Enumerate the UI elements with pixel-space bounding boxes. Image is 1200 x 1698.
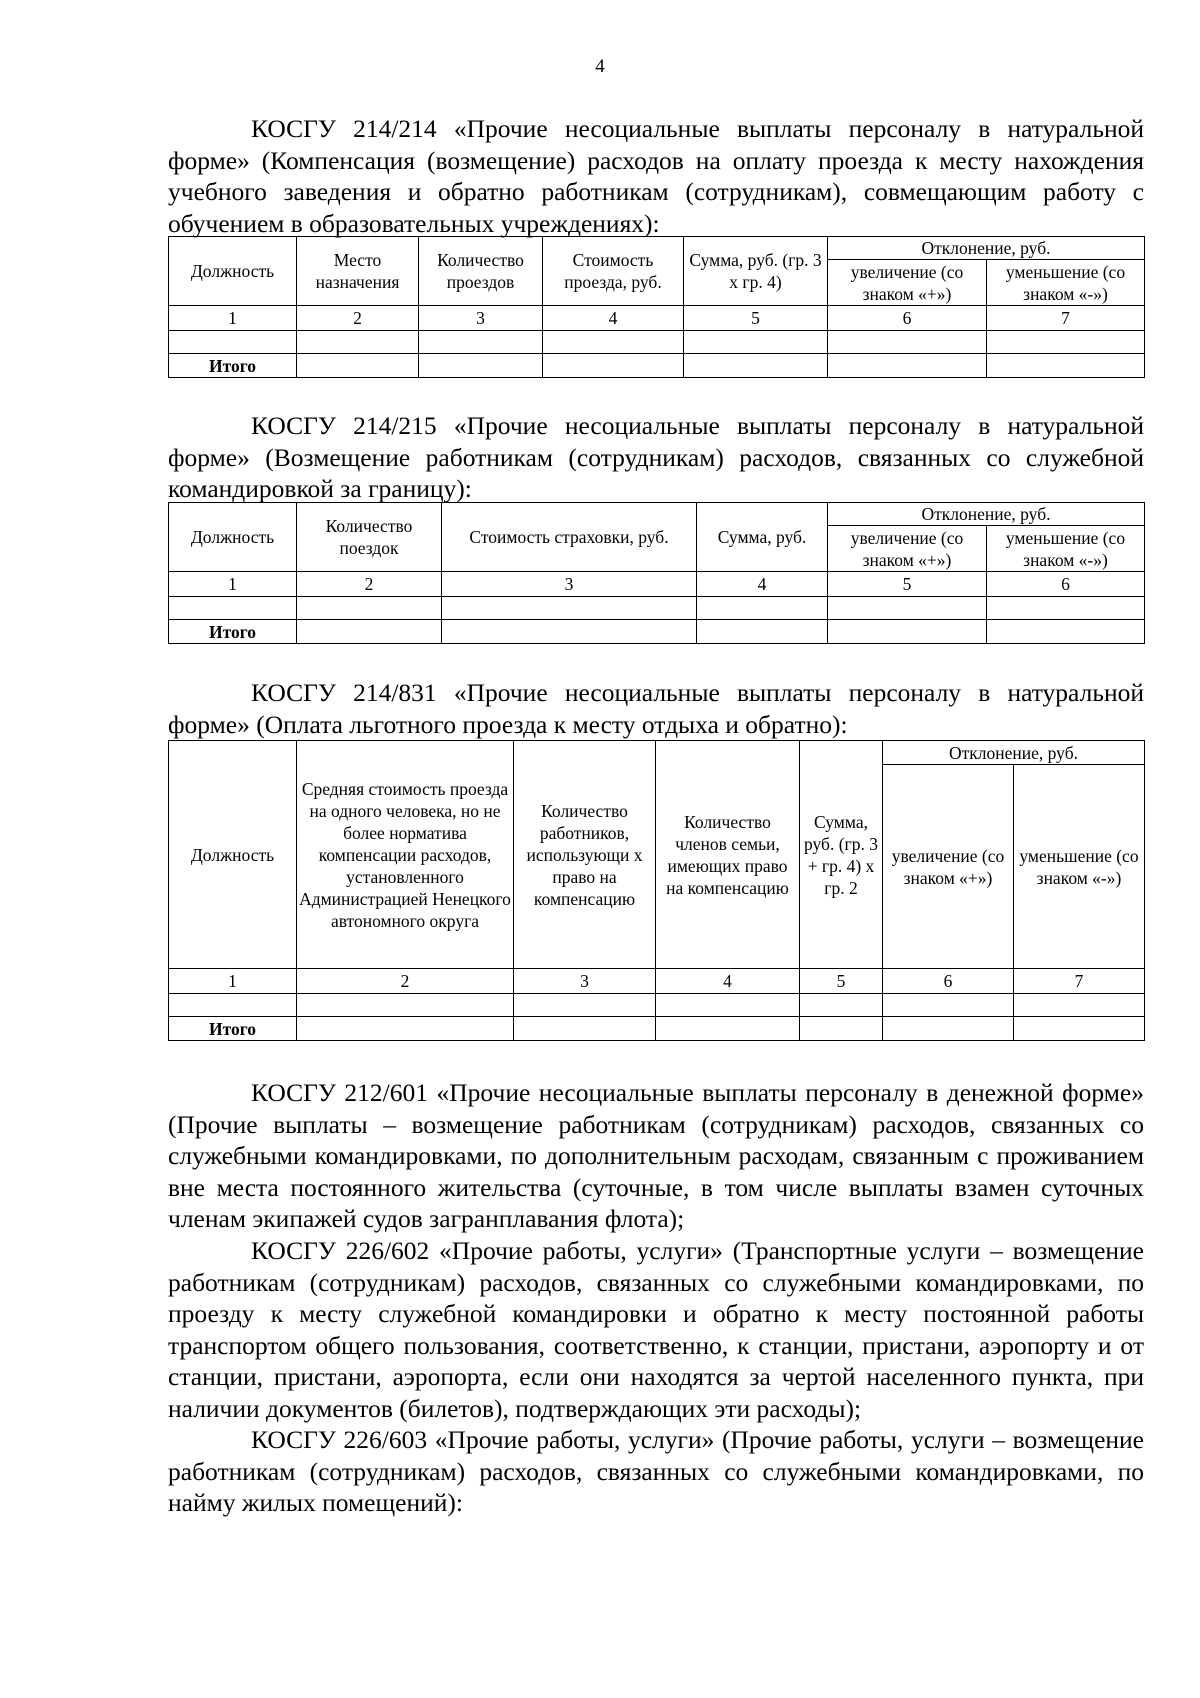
column-number: 2 bbox=[297, 306, 419, 331]
header-family: Количество членов семьи, имеющих право на компенсацию bbox=[656, 741, 800, 969]
column-number: 5 bbox=[684, 306, 828, 331]
empty-cell bbox=[697, 597, 828, 620]
column-number: 6 bbox=[883, 969, 1014, 994]
section2-intro: КОСГУ 214/215 «Прочие несоциальные выплаты персоналу в натуральной форме» (Возмещение работникам (сотрудникам) расходов, связанных со служебной командировкой за границу): bbox=[168, 411, 1144, 503]
empty-cell bbox=[297, 331, 419, 354]
empty-cell bbox=[442, 620, 697, 644]
paragraph-kosgu-226-602: КОСГУ 226/602 «Прочие работы, услуги» (Транспортные услуги – возмещение работникам (сотрудникам) расходов, связанных со служебными командировками, по проезду к месту служебной командировки и обратно к месту постоянной работы транспортом общего пользования, соответственно, к станции, пристани, аэропорту и от станции, пристани, аэропорта, если они находятся за чертой населенного пункта, при наличии документов (билетов), подтверждающих эти расходы); bbox=[168, 1236, 1144, 1423]
column-number: 1 bbox=[169, 969, 297, 994]
section3-table bbox=[168, 740, 1145, 1041]
column-number-row bbox=[169, 306, 1145, 331]
empty-cell bbox=[419, 331, 543, 354]
empty-cell bbox=[656, 994, 800, 1017]
empty-cell bbox=[543, 354, 684, 378]
column-number: 4 bbox=[697, 572, 828, 597]
header-increase: увеличение (со знаком «+») bbox=[828, 526, 987, 572]
column-number: 7 bbox=[987, 306, 1145, 331]
empty-cell bbox=[684, 331, 828, 354]
column-number: 4 bbox=[543, 306, 684, 331]
empty-cell bbox=[697, 620, 828, 644]
empty-cell bbox=[987, 597, 1145, 620]
header-avg-cost: Средняя стоимость проезда на одного человека, но не более норматива компенсации расходов, установленного Администрацией Ненецкого автономного округа bbox=[297, 741, 514, 969]
total-label: Итого bbox=[169, 620, 297, 644]
total-row bbox=[169, 620, 1145, 644]
header-increase: увеличение (со знаком «+») bbox=[883, 765, 1014, 969]
header-increase: увеличение (со знаком «+») bbox=[828, 260, 987, 306]
header-trips: Количество проездов bbox=[419, 237, 543, 306]
empty-cell bbox=[1014, 994, 1145, 1017]
header-sum: Сумма, руб. (гр. 3 х гр. 4) bbox=[684, 237, 828, 306]
empty-row bbox=[169, 597, 1145, 620]
column-number: 6 bbox=[987, 572, 1145, 597]
section1-table bbox=[168, 236, 1145, 378]
column-number: 1 bbox=[169, 306, 297, 331]
section2-table bbox=[168, 502, 1145, 644]
empty-cell bbox=[828, 620, 987, 644]
paragraph-kosgu-212-601: КОСГУ 212/601 «Прочие несоциальные выплаты персоналу в денежной форме» (Прочие выплаты – возмещение работникам (сотрудникам) расходов, связанных со служебными командировками, по дополнительным расходам, связанным с проживанием вне места постоянного жительства (суточные, в том числе выплаты взамен суточных членам экипажей судов загранплавания флота); bbox=[168, 1078, 1144, 1233]
empty-cell bbox=[297, 994, 514, 1017]
header-sum: Сумма, руб. (гр. 3 + гр. 4) х гр. 2 bbox=[800, 741, 883, 969]
header-deviation: Отклонение, руб. bbox=[883, 741, 1145, 765]
section3-intro: КОСГУ 214/831 «Прочие несоциальные выплаты персоналу в натуральной форме» (Оплата льготного проезда к месту отдыха и обратно): bbox=[168, 678, 1144, 739]
page-number: 4 bbox=[595, 56, 605, 77]
paragraph-kosgu-226-603: КОСГУ 226/603 «Прочие работы, услуги» (Прочие работы, услуги – возмещение работникам (сотрудникам) расходов, связанных со служебными командировками, по найму жилых помещений): bbox=[168, 1425, 1144, 1517]
header-decrease: уменьшение (со знаком «-») bbox=[987, 526, 1145, 572]
header-trips: Количество поездок bbox=[297, 503, 442, 572]
column-number: 6 bbox=[828, 306, 987, 331]
header-position: Должность bbox=[169, 503, 297, 572]
column-number: 5 bbox=[800, 969, 883, 994]
empty-cell bbox=[297, 597, 442, 620]
empty-cell bbox=[656, 1017, 800, 1041]
header-position: Должность bbox=[169, 237, 297, 306]
empty-cell bbox=[800, 994, 883, 1017]
empty-cell bbox=[800, 1017, 883, 1041]
empty-cell bbox=[828, 597, 987, 620]
header-sum: Сумма, руб. bbox=[697, 503, 828, 572]
column-number-row bbox=[169, 572, 1145, 597]
column-number: 7 bbox=[1014, 969, 1145, 994]
total-row bbox=[169, 1017, 1145, 1041]
header-decrease: уменьшение (со знаком «-») bbox=[987, 260, 1145, 306]
empty-cell bbox=[442, 597, 697, 620]
empty-cell bbox=[543, 331, 684, 354]
empty-cell bbox=[297, 620, 442, 644]
empty-cell bbox=[987, 354, 1145, 378]
header-position: Должность bbox=[169, 741, 297, 969]
empty-cell bbox=[828, 354, 987, 378]
empty-cell bbox=[828, 331, 987, 354]
header-decrease: уменьшение (со знаком «-») bbox=[1014, 765, 1145, 969]
empty-cell bbox=[169, 331, 297, 354]
header-workers: Количество работников, использующи х право на компенсацию bbox=[514, 741, 656, 969]
empty-row bbox=[169, 331, 1145, 354]
column-number: 2 bbox=[297, 572, 442, 597]
header-deviation: Отклонение, руб. bbox=[828, 503, 1145, 526]
total-row bbox=[169, 354, 1145, 378]
section1-intro: КОСГУ 214/214 «Прочие несоциальные выплаты персоналу в натуральной форме» (Компенсация (возмещение) расходов на оплату проезда к месту нахождения учебного заведения и обратно работникам (сотрудникам), совмещающим работу с обучением в образовательных учреждениях): bbox=[168, 114, 1144, 238]
empty-cell bbox=[297, 354, 419, 378]
column-number: 4 bbox=[656, 969, 800, 994]
column-number: 5 bbox=[828, 572, 987, 597]
total-label: Итого bbox=[169, 1017, 297, 1041]
header-place: Место назначения bbox=[297, 237, 419, 306]
header-insurance: Стоимость страховки, руб. bbox=[442, 503, 697, 572]
empty-cell bbox=[684, 354, 828, 378]
column-number: 3 bbox=[442, 572, 697, 597]
column-number: 2 bbox=[297, 969, 514, 994]
empty-cell bbox=[987, 620, 1145, 644]
column-number: 3 bbox=[419, 306, 543, 331]
column-number: 1 bbox=[169, 572, 297, 597]
empty-row bbox=[169, 994, 1145, 1017]
empty-cell bbox=[987, 331, 1145, 354]
empty-cell bbox=[514, 994, 656, 1017]
empty-cell bbox=[883, 994, 1014, 1017]
total-label: Итого bbox=[169, 354, 297, 378]
empty-cell bbox=[1014, 1017, 1145, 1041]
empty-cell bbox=[169, 994, 297, 1017]
empty-cell bbox=[169, 597, 297, 620]
empty-cell bbox=[419, 354, 543, 378]
empty-cell bbox=[297, 1017, 514, 1041]
header-cost: Стоимость проезда, руб. bbox=[543, 237, 684, 306]
empty-cell bbox=[883, 1017, 1014, 1041]
column-number: 3 bbox=[514, 969, 656, 994]
empty-cell bbox=[514, 1017, 656, 1041]
header-deviation: Отклонение, руб. bbox=[828, 237, 1145, 260]
column-number-row bbox=[169, 969, 1145, 994]
